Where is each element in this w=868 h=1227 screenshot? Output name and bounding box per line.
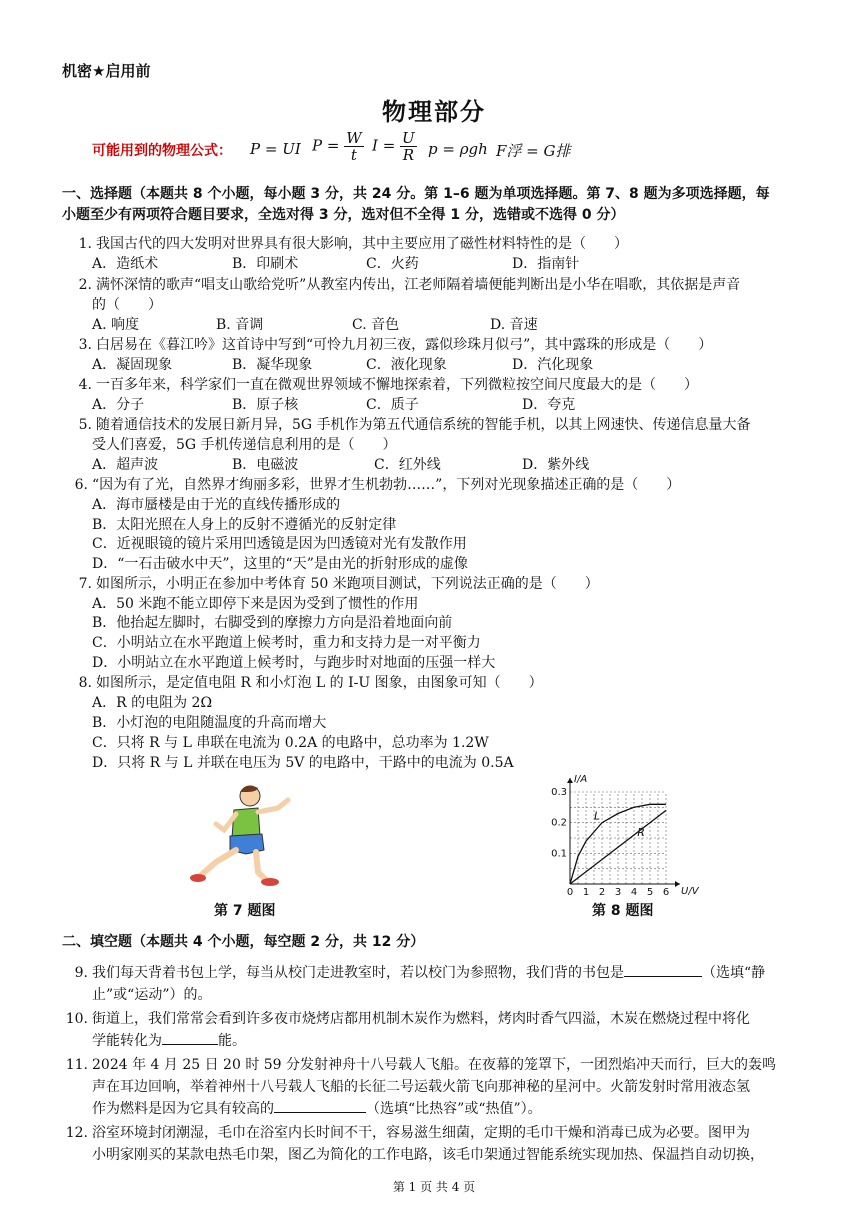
question-11-line3 bbox=[92, 1100, 542, 1119]
iu-chart bbox=[546, 772, 699, 898]
x-tick-label: 6 bbox=[662, 887, 670, 898]
question-text: 浴室环境封闭潮湿，毛巾在浴室内长时间不干，容易滋生细菌，定期的毛巾干燥和消毒已成为必要。图甲为 bbox=[92, 1125, 750, 1141]
question-text: 白居易在《暮江吟》这首诗中写到“可怜九月初三夜，露似珍珠月似弓”，其中露珠的形成是（ ） bbox=[96, 337, 713, 353]
question-4 bbox=[66, 376, 698, 395]
formula-work-power bbox=[312, 130, 364, 163]
q1-option-b: B．印刷术 bbox=[232, 256, 299, 272]
formula-buoyancy: F浮 = G排 bbox=[496, 142, 571, 160]
page-footer: 第 1 页 共 4 页 bbox=[392, 1180, 476, 1194]
question-text-cont: （选填“比热容”或“热值”）。 bbox=[366, 1101, 542, 1117]
question-5-line2: 受人们喜爱，5G 手机传递信息利用的是（ ） bbox=[92, 437, 397, 453]
answer-blank[interactable] bbox=[274, 1112, 366, 1113]
question-text: 街道上，我们常常会看到许多夜市烧烤店都用机制木炭作为燃料，烤肉时香气四溢，木炭在燃烧过程中将化 bbox=[92, 1011, 750, 1027]
question-text: 我国古代的四大发明对世界具有很大影响，其中主要应用了磁性材料特性的是（ ） bbox=[96, 236, 628, 252]
question-12-line2: 小明家刚买的某款电热毛巾架，图乙为简化的工作电路，该毛巾架通过智能系统实现加热、保温挡自动切换， bbox=[92, 1147, 764, 1163]
question-9 bbox=[62, 964, 765, 983]
q6-option-a: A．海市蜃楼是由于光的直线传播形成的 bbox=[92, 497, 341, 513]
question-text: 我们每天背着书包上学，每当从校门走进教室时，若以校门为参照物，我们背的书包是 bbox=[92, 965, 624, 981]
question-number: 8. bbox=[78, 675, 92, 691]
question-12 bbox=[62, 1124, 750, 1143]
q6-option-d: D．“一石击破水中天”，这里的“天”是由光的折射形成的虚像 bbox=[92, 556, 468, 572]
question-2 bbox=[66, 276, 740, 295]
x-tick-label: 2 bbox=[598, 887, 606, 898]
fraction bbox=[344, 130, 363, 163]
q5-option-c: C．红外线 bbox=[374, 457, 441, 473]
q4-option-d: D．夸克 bbox=[522, 397, 576, 413]
fraction bbox=[400, 130, 417, 163]
question-text: 学能转化为 bbox=[92, 1033, 162, 1049]
y-axis-label: I/A bbox=[574, 774, 588, 785]
q1-option-a: A．造纸术 bbox=[92, 256, 159, 272]
q5-option-b: B．电磁波 bbox=[232, 457, 299, 473]
figure-8-caption: 第 8 题图 bbox=[592, 903, 654, 919]
q7-option-c: C．小明站立在水平跑道上候考时，重力和支持力是一对平衡力 bbox=[92, 635, 481, 651]
confidential-label: 机密★启用前 bbox=[62, 62, 151, 80]
q8-option-a: A．R 的电阻为 2Ω bbox=[92, 695, 213, 711]
question-number: 12. bbox=[65, 1125, 88, 1141]
question-10-line2 bbox=[92, 1032, 246, 1051]
question-text: “因为有了光，自然界才绚丽多彩，世界才生机勃勃……”，下列对光现象描述正确的是（ ） bbox=[92, 477, 681, 493]
q8-option-d: D．只将 R 与 L 并联在电压为 5V 的电路中，干路中的电流为 0.5A bbox=[92, 755, 514, 771]
section1-heading-line2: 小题至少有两项符合题目要求，全选对得 3 分，选对但不全得 1 分，选错或不选得 0 分） bbox=[62, 207, 625, 223]
question-text: 如图所示，小明正在参加中考体育 50 米跑项目测试，下列说法正确的是（ ） bbox=[96, 576, 599, 592]
q3-option-a: A．凝固现象 bbox=[92, 357, 173, 373]
question-number: 9. bbox=[74, 965, 88, 981]
formula-pressure: p = ρgh bbox=[428, 140, 488, 158]
series-label-R: R bbox=[637, 825, 645, 839]
question-number: 7. bbox=[78, 576, 92, 592]
question-text: 满怀深情的歌声“唱支山歌给党听”从教室内传出，江老师隔着墙便能判断出是小华在唱歌，其依据是声音 bbox=[96, 277, 741, 293]
q7-option-d: D．小明站立在水平跑道上候考时，与跑步时对地面的压强一样大 bbox=[92, 655, 496, 671]
series-line-L bbox=[570, 804, 666, 884]
q3-option-d: D．汽化现象 bbox=[512, 357, 594, 373]
question-1 bbox=[66, 235, 628, 254]
question-text: 如图所示，是定值电阻 R 和小灯泡 L 的 I-U 图象，由图象可知（ ） bbox=[96, 675, 543, 691]
numerator: W bbox=[346, 129, 362, 147]
y-axis-arrow bbox=[567, 778, 573, 783]
series-line-R bbox=[570, 810, 666, 884]
question-5 bbox=[66, 416, 751, 435]
question-text: 2024 年 4 月 25 日 20 时 59 分发射神舟十八号载人飞船。在夜幕的笼罩下，一团烈焰冲天而行，巨大的轰鸣 bbox=[92, 1057, 777, 1073]
question-text: 随着通信技术的发展日新月异，5G 手机作为第五代通信系统的智能手机，以其上网速快、传递信息量大备 bbox=[96, 417, 751, 433]
q7-option-b: B．他抬起左脚时，右脚受到的摩擦力方向是沿着地面向前 bbox=[92, 615, 453, 631]
question-text: 一百多年来，科学家们一直在微观世界领域不懈地探索着，下列微粒按空间尺度最大的是（ ） bbox=[96, 377, 698, 393]
q6-option-b: B．太阳光照在人身上的反射不遵循光的反射定律 bbox=[92, 517, 397, 533]
q5-option-d: D．紫外线 bbox=[522, 457, 590, 473]
q2-option-d: D. 音速 bbox=[490, 317, 538, 333]
q3-option-b: B．凝华现象 bbox=[232, 357, 313, 373]
x-tick-label: 5 bbox=[646, 887, 654, 898]
question-10 bbox=[62, 1010, 750, 1029]
question-number: 5. bbox=[78, 417, 92, 433]
question-2-line2: 的（ ） bbox=[92, 297, 162, 313]
formula-ohm bbox=[372, 130, 417, 163]
formula-power: P = UI bbox=[250, 140, 301, 158]
question-11-line2: 声在耳边回响，举着神州十八号载人飞船的长征二号运载火箭飞向那神秘的星河中。火箭发射时常用液态氢 bbox=[92, 1079, 750, 1095]
numerator: U bbox=[402, 129, 415, 147]
formula-lhs: I = bbox=[372, 136, 396, 155]
question-text-cont: 能。 bbox=[218, 1033, 246, 1049]
answer-blank[interactable] bbox=[624, 976, 702, 977]
q2-option-a: A. 响度 bbox=[92, 317, 140, 333]
x-tick-label: 0 bbox=[566, 887, 574, 898]
q4-option-b: B．原子核 bbox=[232, 397, 299, 413]
formula-lhs: P = bbox=[312, 136, 340, 155]
x-axis-arrow bbox=[675, 881, 680, 887]
question-9-line2: 止”或“运动”）的。 bbox=[92, 987, 212, 1003]
q4-option-c: C．质子 bbox=[366, 397, 419, 413]
x-tick-label: 1 bbox=[582, 887, 590, 898]
question-number: 4. bbox=[78, 377, 92, 393]
q7-option-a: A．50 米跑不能立即停下来是因为受到了惯性的作用 bbox=[92, 596, 419, 612]
question-3 bbox=[66, 336, 712, 355]
question-6 bbox=[62, 476, 680, 495]
question-11 bbox=[62, 1056, 776, 1075]
question-number: 11. bbox=[65, 1057, 88, 1073]
runner-illustration bbox=[186, 780, 306, 892]
series-label-L: L bbox=[594, 809, 601, 823]
section2-heading: 二、填空题（本题共 4 个小题，每空题 2 分，共 12 分） bbox=[62, 934, 425, 950]
q8-option-b: B．小灯泡的电阻随温度的升高而增大 bbox=[92, 715, 327, 731]
question-number: 2. bbox=[78, 277, 92, 293]
q2-option-c: C. 音色 bbox=[352, 317, 400, 333]
q1-option-d: D．指南针 bbox=[512, 256, 580, 272]
formula-label: 可能用到的物理公式： bbox=[92, 143, 232, 159]
x-tick-label: 4 bbox=[630, 887, 638, 898]
section1-heading-line1: 一、选择题（本题共 8 个小题，每小题 3 分，共 24 分。第 1–6 题为单项选择题。第 7、8 题为多项选择题，每 bbox=[62, 186, 770, 202]
q8-option-c: C．只将 R 与 L 串联在电流为 0.2A 的电路中，总功率为 1.2W bbox=[92, 735, 489, 751]
question-text-cont: （选填“静 bbox=[702, 965, 766, 981]
q4-option-a: A．分子 bbox=[92, 397, 145, 413]
page-title: 物理部分 bbox=[382, 98, 486, 126]
question-7 bbox=[66, 575, 599, 594]
question-number: 6. bbox=[74, 477, 88, 493]
answer-blank[interactable] bbox=[162, 1044, 218, 1045]
y-tick-label: 0.1 bbox=[551, 848, 567, 860]
denominator: R bbox=[402, 146, 415, 164]
q3-option-c: C．液化现象 bbox=[366, 357, 447, 373]
question-number: 1. bbox=[78, 236, 92, 252]
q5-option-a: A．超声波 bbox=[92, 457, 159, 473]
question-number: 10. bbox=[65, 1011, 88, 1027]
figure-7-caption: 第 7 题图 bbox=[214, 903, 276, 919]
y-tick-label: 0.3 bbox=[551, 787, 567, 798]
x-tick-label: 3 bbox=[614, 887, 622, 898]
x-axis-label: U/V bbox=[681, 886, 699, 897]
question-number: 3. bbox=[78, 337, 92, 353]
question-text: 作为燃料是因为它具有较高的 bbox=[92, 1101, 274, 1117]
q2-option-b: B. 音调 bbox=[216, 317, 264, 333]
denominator: t bbox=[350, 146, 357, 164]
y-tick-label: 0.2 bbox=[551, 817, 567, 829]
q6-option-c: C．近视眼镜的镜片采用凹透镜是因为凹透镜对光有发散作用 bbox=[92, 536, 467, 552]
q1-option-c: C．火药 bbox=[366, 256, 419, 272]
question-8 bbox=[66, 674, 543, 693]
